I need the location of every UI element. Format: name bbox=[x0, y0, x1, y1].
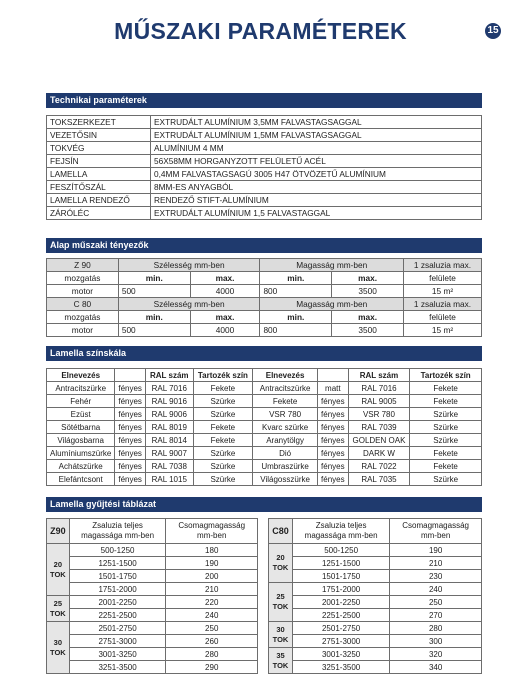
section-header-collection: Lamella gyűjtési táblázat bbox=[46, 497, 482, 512]
height-range: 2501-2750 bbox=[69, 622, 166, 635]
tech-key: TOKVÉG bbox=[47, 142, 151, 155]
tech-row bbox=[47, 194, 482, 207]
color-cell: Szürke bbox=[410, 473, 482, 486]
min-label: min. bbox=[118, 272, 190, 285]
color-cell: DARK W bbox=[348, 447, 410, 460]
color-cell: RAL 9007 bbox=[145, 447, 193, 460]
basic-params-table bbox=[46, 258, 482, 337]
model-name: Z 90 bbox=[47, 259, 119, 272]
color-cell: fényes bbox=[115, 382, 146, 395]
height-range: 3001-3250 bbox=[69, 648, 166, 661]
package-height: 250 bbox=[166, 622, 258, 635]
package-height-header: Csomagmagasság mm-ben bbox=[166, 519, 258, 544]
width-min: 500 bbox=[118, 285, 190, 298]
height-header: Magasság mm-ben bbox=[260, 259, 404, 272]
collection-row bbox=[47, 583, 258, 596]
height-min: 800 bbox=[260, 324, 332, 337]
package-height: 340 bbox=[390, 661, 482, 674]
model-name: Z90 bbox=[47, 519, 70, 544]
collection-table-c80 bbox=[268, 518, 482, 674]
color-cell: RAL 1015 bbox=[145, 473, 193, 486]
basic-minmax-row bbox=[47, 272, 482, 285]
collection-row bbox=[269, 570, 482, 583]
height-range: 500-1250 bbox=[292, 544, 389, 557]
tech-row bbox=[47, 181, 482, 194]
color-cell: RAL 8019 bbox=[145, 421, 193, 434]
package-height: 290 bbox=[166, 661, 258, 674]
surface-label: felülete bbox=[404, 272, 482, 285]
model-name: C 80 bbox=[47, 298, 119, 311]
section-header-basic: Alap műszaki tényezők bbox=[46, 238, 482, 253]
min-label: min. bbox=[118, 311, 190, 324]
color-cell: Fekete bbox=[253, 395, 318, 408]
height-range: 2751-3000 bbox=[292, 635, 389, 648]
package-height: 280 bbox=[166, 648, 258, 661]
package-height: 240 bbox=[166, 609, 258, 622]
color-row bbox=[47, 395, 482, 408]
color-cell: Fekete bbox=[193, 434, 253, 447]
color-cell: Fekete bbox=[410, 395, 482, 408]
tech-params-table bbox=[46, 115, 482, 220]
height-range: 3251-3500 bbox=[69, 661, 166, 674]
color-cell: RAL 7039 bbox=[348, 421, 410, 434]
collection-row bbox=[269, 622, 482, 635]
collection-row bbox=[269, 648, 482, 661]
width-max: 4000 bbox=[190, 285, 260, 298]
tech-key: FEJSÍN bbox=[47, 155, 151, 168]
color-cell: RAL 7016 bbox=[145, 382, 193, 395]
column-header bbox=[115, 369, 146, 382]
height-header: Magasság mm-ben bbox=[260, 298, 404, 311]
collection-row bbox=[269, 635, 482, 648]
basic-values-row bbox=[47, 324, 482, 337]
color-cell: Ezüst bbox=[47, 408, 115, 421]
package-height: 220 bbox=[166, 596, 258, 609]
collection-row bbox=[47, 648, 258, 661]
min-label: min. bbox=[260, 272, 332, 285]
tech-value: EXTRUDÁLT ALUMÍNIUM 3,5MM FALVASTAGSAGGAL bbox=[151, 116, 482, 129]
max-label: max. bbox=[190, 311, 260, 324]
collection-row bbox=[269, 583, 482, 596]
operation-label: mozgatás bbox=[47, 311, 119, 324]
color-cell: Szürke bbox=[193, 408, 253, 421]
column-header: RAL szám bbox=[348, 369, 410, 382]
column-header bbox=[318, 369, 349, 382]
tok-group-label: 30 TOK bbox=[269, 622, 293, 648]
color-cell: Elefántcsont bbox=[47, 473, 115, 486]
max-area: 15 m² bbox=[404, 324, 482, 337]
tech-key: FESZÍTŐSZÁL bbox=[47, 181, 151, 194]
collection-header-row bbox=[47, 519, 258, 544]
collection-table-z90 bbox=[46, 518, 258, 674]
color-cell: Szürke bbox=[193, 473, 253, 486]
color-cell: Fekete bbox=[193, 421, 253, 434]
tech-row bbox=[47, 142, 482, 155]
package-height: 200 bbox=[166, 570, 258, 583]
color-cell: Antracitszürke bbox=[47, 382, 115, 395]
page-number-badge: 15 bbox=[485, 23, 501, 39]
color-cell: Szürke bbox=[410, 434, 482, 447]
basic-values-row bbox=[47, 285, 482, 298]
height-range: 2251-2500 bbox=[292, 609, 389, 622]
height-range: 1751-2000 bbox=[69, 583, 166, 596]
section-header-color: Lamella színskála bbox=[46, 346, 482, 361]
collection-row bbox=[47, 570, 258, 583]
color-cell: fényes bbox=[318, 460, 349, 473]
color-cell: fényes bbox=[318, 408, 349, 421]
color-row bbox=[47, 421, 482, 434]
color-cell: fényes bbox=[318, 421, 349, 434]
height-min: 800 bbox=[260, 285, 332, 298]
color-cell: fényes bbox=[318, 447, 349, 460]
color-row bbox=[47, 473, 482, 486]
color-cell: Szürke bbox=[193, 460, 253, 473]
max-area: 15 m² bbox=[404, 285, 482, 298]
color-cell: matt bbox=[318, 382, 349, 395]
color-row bbox=[47, 447, 482, 460]
tech-value: EXTRUDÁLT ALUMÍNIUM 1,5MM FALVASTAGSAGGAL bbox=[151, 129, 482, 142]
tok-group-label: 30 TOK bbox=[47, 622, 70, 674]
tech-row bbox=[47, 155, 482, 168]
package-height-header: Csomagmagasság mm-ben bbox=[390, 519, 482, 544]
height-max: 3500 bbox=[332, 324, 404, 337]
color-scale-table bbox=[46, 368, 482, 486]
color-row bbox=[47, 460, 482, 473]
color-cell: fényes bbox=[318, 395, 349, 408]
tech-row bbox=[47, 129, 482, 142]
color-cell: RAL 7022 bbox=[348, 460, 410, 473]
height-range: 2001-2250 bbox=[69, 596, 166, 609]
package-height: 280 bbox=[390, 622, 482, 635]
color-cell: Szürke bbox=[193, 395, 253, 408]
color-row bbox=[47, 408, 482, 421]
color-cell: VSR 780 bbox=[253, 408, 318, 421]
height-range: 3001-3250 bbox=[292, 648, 389, 661]
collection-row bbox=[269, 557, 482, 570]
package-height: 270 bbox=[390, 609, 482, 622]
collection-row bbox=[269, 596, 482, 609]
height-range-header: Zsaluzia teljes magassága mm-ben bbox=[69, 519, 166, 544]
collection-row bbox=[269, 661, 482, 674]
color-cell: Achátszürke bbox=[47, 460, 115, 473]
collection-row bbox=[47, 596, 258, 609]
height-range-header: Zsaluzia teljes magassága mm-ben bbox=[292, 519, 389, 544]
tech-value: RENDEZŐ STIFT-ALUMÍNIUM bbox=[151, 194, 482, 207]
collection-row bbox=[47, 609, 258, 622]
height-range: 500-1250 bbox=[69, 544, 166, 557]
column-header: Tartozék szín bbox=[193, 369, 253, 382]
package-height: 210 bbox=[390, 557, 482, 570]
tech-key: LAMELLA RENDEZŐ bbox=[47, 194, 151, 207]
column-header: Tartozék szín bbox=[410, 369, 482, 382]
color-cell: RAL 7035 bbox=[348, 473, 410, 486]
package-height: 210 bbox=[166, 583, 258, 596]
tech-row bbox=[47, 168, 482, 181]
basic-header-row bbox=[47, 259, 482, 272]
color-cell: fényes bbox=[318, 473, 349, 486]
height-range: 2751-3000 bbox=[69, 635, 166, 648]
height-range: 2501-2750 bbox=[292, 622, 389, 635]
tech-key: LAMELLA bbox=[47, 168, 151, 181]
tok-group-label: 35 TOK bbox=[269, 648, 293, 674]
color-cell: Aranytölgy bbox=[253, 434, 318, 447]
color-cell: Világosszürke bbox=[253, 473, 318, 486]
tech-row bbox=[47, 116, 482, 129]
package-height: 190 bbox=[390, 544, 482, 557]
color-cell: RAL 9016 bbox=[145, 395, 193, 408]
color-cell: Sötétbarna bbox=[47, 421, 115, 434]
collection-row bbox=[269, 544, 482, 557]
width-header: Szélesség mm-ben bbox=[118, 298, 260, 311]
tech-key: ZÁRÓLÉC bbox=[47, 207, 151, 220]
color-cell: GOLDEN OAK bbox=[348, 434, 410, 447]
max-area-header: 1 zsaluzia max. bbox=[404, 259, 482, 272]
min-label: min. bbox=[260, 311, 332, 324]
tok-group-label: 20 TOK bbox=[269, 544, 293, 583]
color-cell: fényes bbox=[115, 460, 146, 473]
collection-row bbox=[47, 622, 258, 635]
width-max: 4000 bbox=[190, 324, 260, 337]
color-cell: fényes bbox=[115, 395, 146, 408]
max-label: max. bbox=[332, 311, 404, 324]
collection-row bbox=[47, 661, 258, 674]
color-cell: fényes bbox=[115, 434, 146, 447]
width-header: Szélesség mm-ben bbox=[118, 259, 260, 272]
height-range: 3251-3500 bbox=[292, 661, 389, 674]
color-cell: fényes bbox=[115, 408, 146, 421]
package-height: 240 bbox=[390, 583, 482, 596]
motor-label: motor bbox=[47, 285, 119, 298]
color-cell: fényes bbox=[318, 434, 349, 447]
color-cell: Fekete bbox=[410, 447, 482, 460]
package-height: 320 bbox=[390, 648, 482, 661]
max-label: max. bbox=[332, 272, 404, 285]
color-cell: RAL 8014 bbox=[145, 434, 193, 447]
color-cell: RAL 7038 bbox=[145, 460, 193, 473]
collection-row bbox=[47, 544, 258, 557]
color-cell: Szürke bbox=[410, 421, 482, 434]
tech-key: VEZETŐSIN bbox=[47, 129, 151, 142]
package-height: 230 bbox=[390, 570, 482, 583]
collection-row bbox=[47, 557, 258, 570]
surface-label: felülete bbox=[404, 311, 482, 324]
color-cell: Szürke bbox=[410, 408, 482, 421]
color-cell: Fekete bbox=[410, 382, 482, 395]
color-cell: RAL 9006 bbox=[145, 408, 193, 421]
height-range: 2001-2250 bbox=[292, 596, 389, 609]
collection-row bbox=[269, 609, 482, 622]
height-range: 2251-2500 bbox=[69, 609, 166, 622]
color-cell: Fekete bbox=[193, 382, 253, 395]
tech-value: ALUMÍNIUM 4 MM bbox=[151, 142, 482, 155]
color-header-row bbox=[47, 369, 482, 382]
color-cell: fényes bbox=[115, 421, 146, 434]
color-row bbox=[47, 434, 482, 447]
basic-header-row bbox=[47, 298, 482, 311]
color-cell: RAL 7016 bbox=[348, 382, 410, 395]
height-range: 1251-1500 bbox=[292, 557, 389, 570]
tok-group-label: 25 TOK bbox=[269, 583, 293, 622]
tok-group-label: 20 TOK bbox=[47, 544, 70, 596]
color-cell: Dió bbox=[253, 447, 318, 460]
package-height: 250 bbox=[390, 596, 482, 609]
color-cell: Antracitszürke bbox=[253, 382, 318, 395]
column-header: Elnevezés bbox=[253, 369, 318, 382]
package-height: 180 bbox=[166, 544, 258, 557]
tech-value: 8MM-ES ANYAGBÓL bbox=[151, 181, 482, 194]
tech-key: TOKSZERKEZET bbox=[47, 116, 151, 129]
page-title: MŰSZAKI PARAMÉTEREK bbox=[114, 18, 407, 44]
color-cell: RAL 9005 bbox=[348, 395, 410, 408]
package-height: 300 bbox=[390, 635, 482, 648]
tech-value: 56X58MM HORGANYZOTT FELÜLETŰ ACÉL bbox=[151, 155, 482, 168]
collection-header-row bbox=[269, 519, 482, 544]
column-header: Elnevezés bbox=[47, 369, 115, 382]
max-label: max. bbox=[190, 272, 260, 285]
height-range: 1251-1500 bbox=[69, 557, 166, 570]
package-height: 190 bbox=[166, 557, 258, 570]
tech-value: 0,4MM FALVASTAGSAGÚ 3005 H47 ÖTVÖZETŰ ALUMÍNIUM bbox=[151, 168, 482, 181]
color-cell: VSR 780 bbox=[348, 408, 410, 421]
color-row bbox=[47, 382, 482, 395]
color-cell: Világosbarna bbox=[47, 434, 115, 447]
color-cell: fényes bbox=[115, 447, 146, 460]
color-cell: Alumíniumszürke bbox=[47, 447, 115, 460]
motor-label: motor bbox=[47, 324, 119, 337]
basic-minmax-row bbox=[47, 311, 482, 324]
tok-group-label: 25 TOK bbox=[47, 596, 70, 622]
width-min: 500 bbox=[118, 324, 190, 337]
max-area-header: 1 zsaluzia max. bbox=[404, 298, 482, 311]
color-cell: fényes bbox=[115, 473, 146, 486]
model-name: C80 bbox=[269, 519, 293, 544]
package-height: 260 bbox=[166, 635, 258, 648]
collection-row bbox=[47, 635, 258, 648]
height-range: 1751-2000 bbox=[292, 583, 389, 596]
height-range: 1501-1750 bbox=[69, 570, 166, 583]
color-cell: Fehér bbox=[47, 395, 115, 408]
color-cell: Kvarc szürke bbox=[253, 421, 318, 434]
section-header-tech: Technikai paraméterek bbox=[46, 93, 482, 108]
tech-row bbox=[47, 207, 482, 220]
operation-label: mozgatás bbox=[47, 272, 119, 285]
column-header: RAL szám bbox=[145, 369, 193, 382]
height-max: 3500 bbox=[332, 285, 404, 298]
height-range: 1501-1750 bbox=[292, 570, 389, 583]
tech-value: EXTRUDÁLT ALUMÍNIUM 1,5 FALVASTAGGAL bbox=[151, 207, 482, 220]
color-cell: Umbraszürke bbox=[253, 460, 318, 473]
color-cell: Szürke bbox=[193, 447, 253, 460]
color-cell: Fekete bbox=[410, 460, 482, 473]
